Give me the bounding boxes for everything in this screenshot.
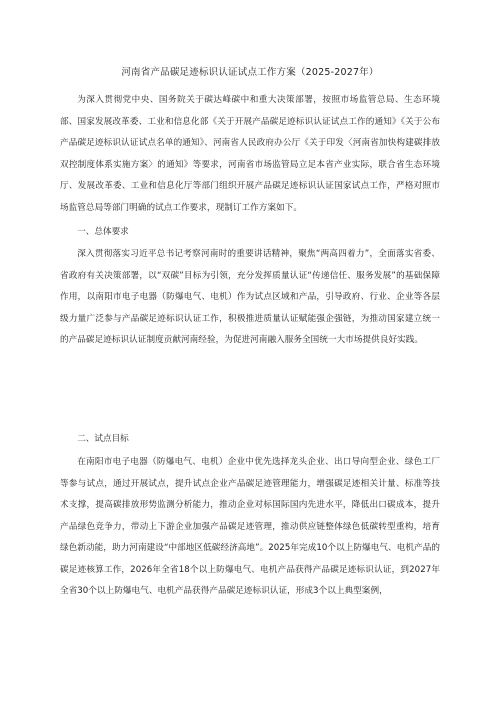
document-title: 河南省产品碳足迹标识认证试点工作方案（2025-2027年）: [121, 67, 379, 78]
pilot-goals-paragraph: 在南阳市电子电器（防爆电气、电机）企业中优先选择龙头企业、出口导向型企业、绿色工厂等参与试点，通过开展试点，提升试点企业产品碳足迹管理能力，增强碳足迹相关计量、标准等技术支撑，提高碳排放形势监测分析能力，推动企业对标国际国内先进水平，降低出口碳成本，提升产品绿色竞争力，带动上下游企业加强产品碳足迹管理，推动供应链整体绿色低碳转型重构，培育绿色新动能，助力河南建设“中部地区低碳经济高地”。2025年完成10个以上防爆电气、电机产品的碳足迹核算工作，2026年全省18个以上防爆电气、电机产品获得产品碳足迹标识认证，到2027年全省30个以上防爆电气、电机产品获得产品碳足迹标识认证，形成3个以上典型案例，: [60, 457, 440, 596]
intro-paragraph: 为深入贯彻党中央、国务院关于碳达峰碳中和重大决策部署，按照市场监管总局、生态环境部、国家发展改革委、工业和信息化部《关于开展产品碳足迹标识认证试点工作的通知》《关于公布产品碳足迹标识认证试点名单的通知》、河南省人民政府办公厅《关于印发〈河南省加快构建碳排放双控制度体系实施方案〉的通知》等要求，河南省市场监管局立足本省产业实际，联合省生态环境厅、发展改革委、工业和信息化厅等部门组织开展产品碳足迹标识认证国家试点工作，严格对照市场监管总局等部门明确的试点工作要求，现制订工作方案如下。: [60, 95, 440, 213]
general-requirements-paragraph: 深入贯彻落实习近平总书记考察河南时的重要讲话精神，聚焦“两高四着力”，全面落实省委、省政府有关决策部署，以“双碳”目标为引领，充分发挥质量认证“传递信任、服务发展”的基础保障作用，以南阳市电子电器（防爆电气、电机）作为试点区域和产品，引导政府、行业、企业等各层级力量广泛参与产品碳足迹标识认证工作，积极推进质量认证赋能强企强链，为推动国家建立统一的产品碳足迹标识认证制度贡献河南经验，为促进河南融入服务全国统一大市场提供良好实践。: [60, 249, 440, 345]
section-heading-pilot-goals: 二、试点目标: [77, 434, 129, 444]
section-heading-general-requirements: 一、总体要求: [77, 227, 129, 237]
